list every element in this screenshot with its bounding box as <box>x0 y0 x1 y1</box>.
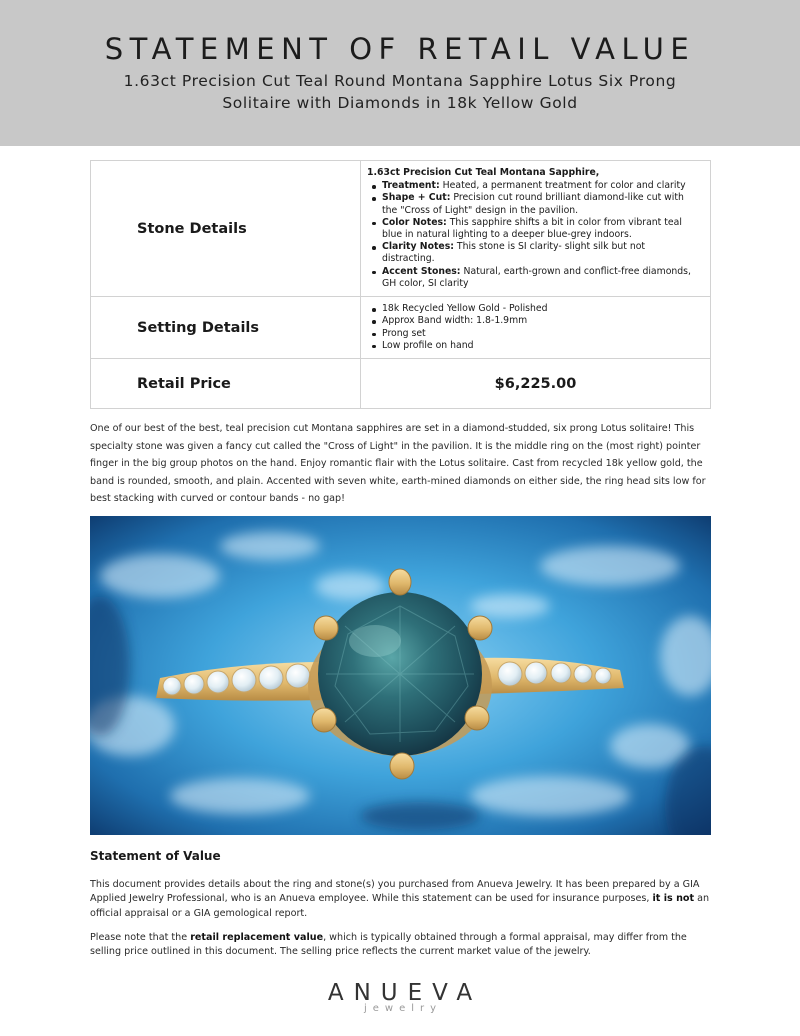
anueva-logo <box>0 980 800 1014</box>
setting-details-label: Setting Details <box>91 297 361 359</box>
page-title: STATEMENT OF RETAIL VALUE <box>104 32 696 66</box>
stone-details-list <box>367 180 698 290</box>
setting-details-list <box>367 303 698 352</box>
setting-details-row <box>91 297 711 359</box>
statement-paragraph-2: Please note that the retail replacement value, which is typically obtained through a formal appraisal, may differ from the selling price outlined in this document. The selling price reflects the current market value of the jewelry. <box>90 932 687 958</box>
stone-detail-accent-stones: Accent Stones: Natural, earth-grown and conflict-free diamonds, GH color, SI clarity <box>367 266 698 290</box>
stone-detail-treatment: Treatment: Heated, a permanent treatment for color and clarity <box>367 180 698 192</box>
retail-price-label: Retail Price <box>91 359 361 409</box>
setting-detail-item: Approx Band width: 1.8-1.9mm <box>367 315 698 327</box>
header-banner <box>0 0 800 146</box>
stone-details-label: Stone Details <box>91 161 361 297</box>
retail-price-row <box>91 359 711 409</box>
details-table <box>90 160 711 409</box>
stone-title: 1.63ct Precision Cut Teal Montana Sapphire, <box>367 167 600 178</box>
retail-price-value: $6,225.00 <box>361 359 711 409</box>
stone-details-content <box>361 161 711 297</box>
statement-of-value-heading: Statement of Value <box>90 849 221 863</box>
setting-detail-item: Prong set <box>367 328 698 340</box>
ring-illustration <box>90 516 711 835</box>
stone-detail-color-notes: Color Notes: This sapphire shifts a bit in color from vibrant teal blue in natural lighting to a deeper blue-grey indoors. <box>367 217 698 241</box>
stone-detail-shape-cut: Shape + Cut: Precision cut round brilliant diamond-like cut with the "Cross of Light" design in the pavilion. <box>367 192 698 216</box>
product-description: One of our best of the best, teal precision cut Montana sapphires are set in a diamond-studded, six prong Lotus solitaire! This specialty stone was given a fancy cut called the "Cross of Light" in the pavilion. It is the middle ring on the (most right) pointer finger in the big group photos on the hand. Enjoy romantic flair with the Lotus solitaire. Cast from recycled 18k yellow gold, the band is rounded, smooth, and plain. Accented with seven white, earth-mined diamonds on either side, the ring head sits low for best stacking with curved or contour bands - no gap! <box>90 423 706 505</box>
logo-brand: ANUEVA <box>327 980 483 1006</box>
stone-details-row <box>91 161 711 297</box>
setting-detail-item: Low profile on hand <box>367 340 698 352</box>
logo-subtext: jewelry <box>363 1003 443 1014</box>
setting-detail-item: 18k Recycled Yellow Gold - Polished <box>367 303 698 315</box>
stone-detail-clarity-notes: Clarity Notes: This stone is SI clarity- slight silk but not distracting. <box>367 241 698 265</box>
setting-details-content <box>361 297 711 359</box>
statement-paragraph-1: This document provides details about the ring and stone(s) you purchased from Anueva Jewelry. It has been prepared by a GIA Applied Jewelry Professional, who is an Anueva employee. While this statement can be used for insurance purposes, it is not an official appraisal or a GIA gemological report. <box>90 879 710 919</box>
product-title: 1.63ct Precision Cut Teal Round Montana Sapphire Lotus Six Prong Solitaire with Diamonds in 18k Yellow Gold <box>123 72 677 112</box>
ring-photo <box>90 516 711 835</box>
